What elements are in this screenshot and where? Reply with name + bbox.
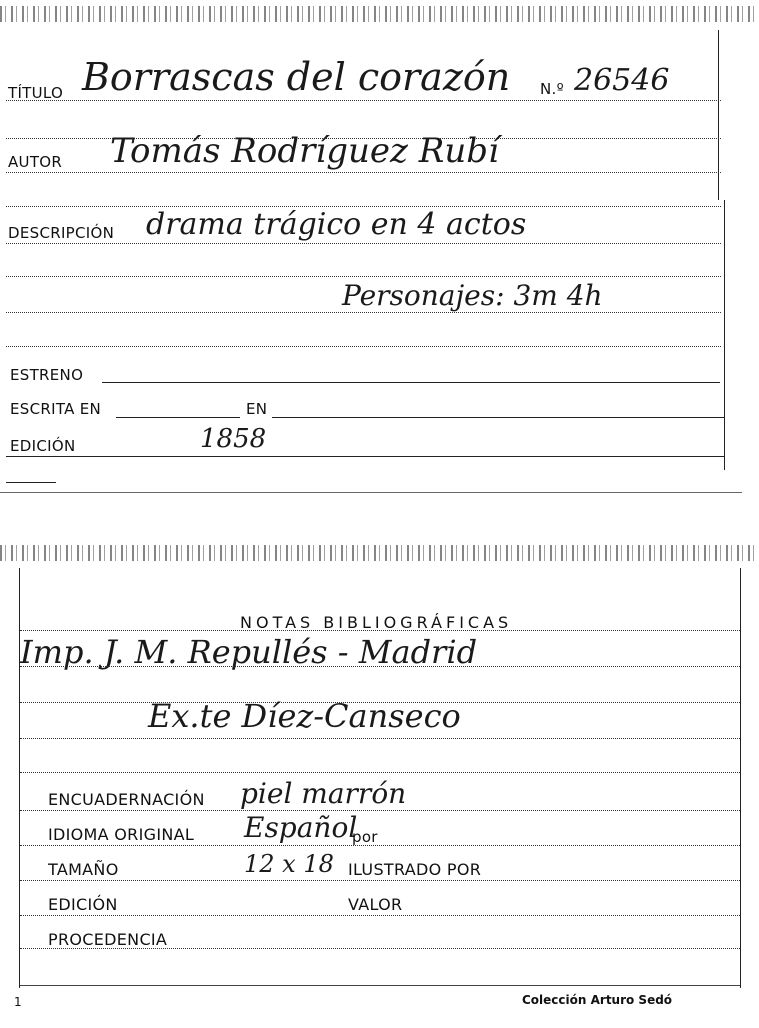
card1-bottom-edge xyxy=(0,492,742,493)
note-line-1: Imp. J. M. Repullés - Madrid xyxy=(20,633,478,671)
card1-bottom-stub xyxy=(6,482,56,483)
card2-bottom-edge xyxy=(20,985,740,986)
note-line-2: Ex.te Díez-Canseco xyxy=(148,697,461,735)
descripcion-label: DESCRIPCIÓN xyxy=(8,224,115,242)
autor-value: Tomás Rodríguez Rubí xyxy=(110,131,499,171)
titulo-label: TÍTULO xyxy=(8,84,64,102)
tamano-line xyxy=(20,880,740,881)
card1-right-border xyxy=(718,30,719,200)
edicion-line xyxy=(6,456,724,457)
card1-right-border-lower xyxy=(724,200,725,470)
procedencia-line xyxy=(20,948,740,949)
notas-line-4 xyxy=(20,772,740,773)
descripcion-value: drama trágico en 4 actos xyxy=(146,207,527,242)
notas-heading: NOTAS BIBLIOGRÁFICAS xyxy=(240,613,513,632)
en-line xyxy=(272,417,724,418)
row-line-extra-4 xyxy=(6,346,721,347)
tamano-value: 12 x 18 xyxy=(244,850,334,878)
por-label: por xyxy=(352,828,378,846)
encuadernacion-label: ENCUADERNACIÓN xyxy=(48,790,205,809)
row-line-extra-3 xyxy=(6,276,721,277)
idioma-label: IDIOMA ORIGINAL xyxy=(48,825,195,844)
top-perforation-edge xyxy=(0,6,759,22)
titulo-value: Borrascas del corazón xyxy=(82,55,511,99)
numero-label: N.º xyxy=(540,80,564,98)
idioma-line xyxy=(20,845,740,846)
notas-line-3 xyxy=(20,738,740,739)
en-label: EN xyxy=(246,400,268,418)
notas-line-1 xyxy=(20,666,740,667)
row-line-autor xyxy=(6,172,721,173)
row-line-descripcion xyxy=(6,243,721,244)
valor-label: VALOR xyxy=(348,895,403,914)
procedencia-label: PROCEDENCIA xyxy=(48,930,168,949)
tamano-label: TAMAÑO xyxy=(48,860,119,879)
ilustrado-label: ILUSTRADO POR xyxy=(348,860,482,879)
card2-right-border xyxy=(740,568,741,988)
notas-line-0 xyxy=(20,630,740,631)
card2-left-border xyxy=(19,568,20,988)
personajes-value: Personajes: 3m 4h xyxy=(342,279,603,312)
escrita-line xyxy=(116,417,240,418)
encuadernacion-line xyxy=(20,810,740,811)
row-line-personajes xyxy=(6,312,721,313)
row-line-titulo xyxy=(6,100,721,101)
middle-perforation-edge xyxy=(0,545,759,561)
footer-left-mark: 1 xyxy=(14,995,22,1009)
escrita-label: ESCRITA EN xyxy=(10,400,102,418)
card2-edicion-label: EDICIÓN xyxy=(48,895,118,914)
estreno-label: ESTRENO xyxy=(10,366,84,384)
edicion-valor-line xyxy=(20,915,740,916)
idioma-value: Español xyxy=(244,811,358,844)
numero-value: 26546 xyxy=(574,63,670,98)
autor-label: AUTOR xyxy=(8,153,63,171)
footer-collection: Colección Arturo Sedó xyxy=(522,993,673,1007)
edicion-value: 1858 xyxy=(200,424,267,454)
estreno-line xyxy=(102,382,720,383)
encuadernacion-value: piel marrón xyxy=(240,777,407,810)
edicion-label: EDICIÓN xyxy=(10,437,76,455)
